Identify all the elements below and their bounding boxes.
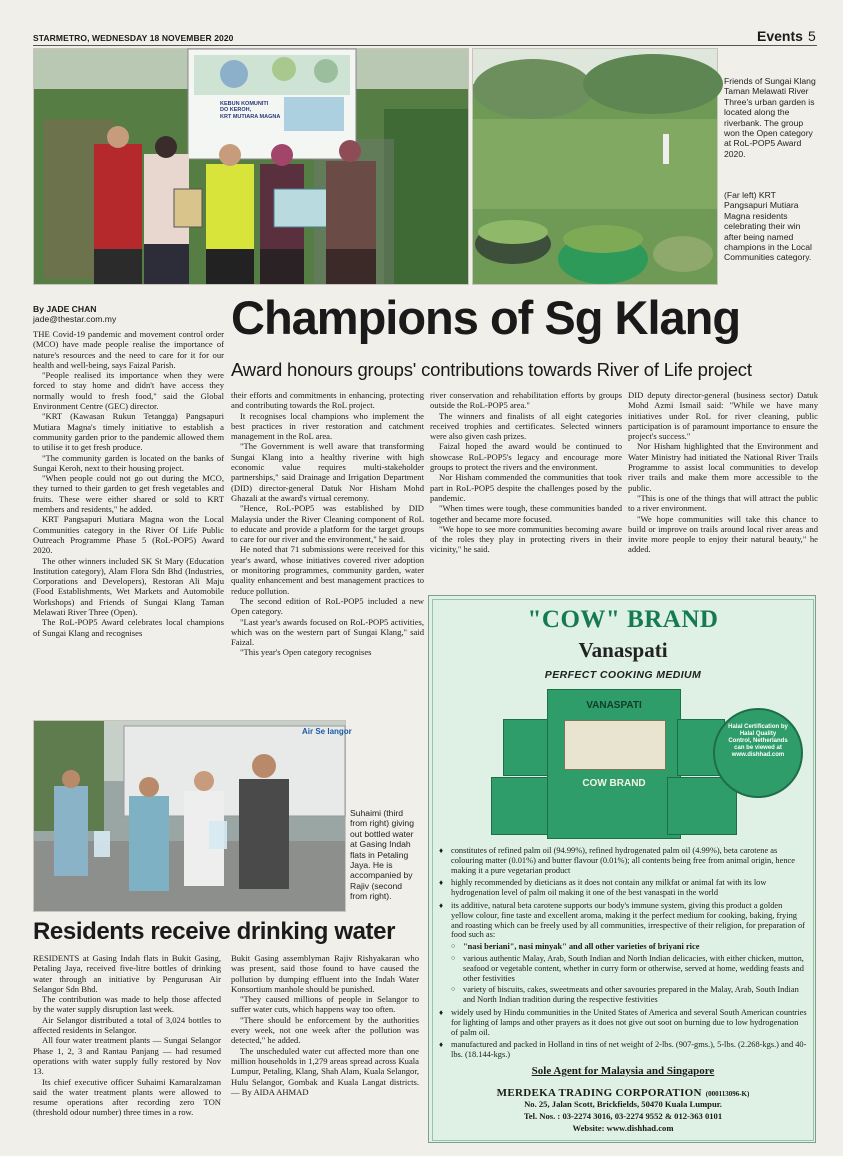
water-paragraph: Air Selangor distributed a total of 3,024 bottles to affected residents in Selangor. [33, 1014, 221, 1036]
story-paragraph: "Hence, RoL-POP5 was established by DID Malaysia under the River Cleaning component of RoL to educate and provide a platform for the target groups to care for our river and the environment," he said. [231, 503, 424, 545]
water-paragraph: All four water treatment plants — Sungai Selangor Phase 1, 2, 3 and Rantau Panjang — had resumed operations with water supply fully restored by Nov 13. [33, 1035, 221, 1077]
water-column-2 [231, 953, 419, 1097]
garden-banner-text: KEBUN KOMUNITI DO KEROH, KRT MUTIARA MAGNA [220, 101, 281, 120]
advert-point-text: its additive, natural beta carotene supports our body's immune system, giving this product a golden yellow colour, fine taste and excellent aroma, making it the perfect medium for cooking, baking, frying and roasting which can be freely used by all communities, irrespective of their religion, for preparation of food such as: [451, 900, 805, 940]
story-paragraph: The winners and finalists of all eight categories received trophies and certificates. Selected winners were also given cash prizes. [430, 410, 622, 442]
water-distribution-photo [33, 720, 352, 912]
story-paragraph: KRT Pangsapuri Mutiara Magna won the Local Communities category in the River Of Life Public Outreach Programme Phase 5 (RoL-POP5) Award 2020. [33, 514, 224, 556]
advert-brand: "COW" BRAND [527, 606, 719, 633]
advert-agent-title: Sole Agent for Malaysia and Singapore [531, 1065, 715, 1077]
water-paragraph: "There should be enforcement by the authorities every week, not one week after the pollution was detected," he added. [231, 1014, 419, 1046]
story-paragraph: "The community garden is located on the banks of Sungai Keroh, next to their housing project. [33, 452, 224, 473]
story-paragraph: "This is one of the things that will attract the public to a river environment. [628, 492, 818, 514]
vanaspati-tins [489, 689, 737, 837]
water-paragraph: The unscheduled water cut affected more than one million households in 1,279 areas spread across Kuala Lumpur, Petaling, Klang, Shah Alam, Kuala Selangor, Hulu Selangor, Gombak and Kuala Langat districts. — By AIDA AHMAD [231, 1045, 419, 1097]
tin-brand: COW BRAND [582, 778, 646, 789]
story-column-3 [430, 390, 622, 555]
large-tin [547, 689, 681, 839]
advert-point: ♦ widely used by Hindu communities in the United States of America and several South American countries for lighting of lamps and other prayers as it does not give out soot on burning due to low hydrogenation of palm oil. [439, 1008, 807, 1037]
halal-badge-text: Halal Certification by Halal Quality Control, Netherlands can be viewed at www.dishhad.com [728, 724, 788, 758]
story-column-1 [33, 329, 224, 638]
advert-point [439, 901, 807, 1005]
water-paragraph: Bukit Gasing assemblyman Rajiv Rishyakaran who was present, said those found to have caused the pollution by dumping effluent into the Indah Water Konsortium manhole should be punished. [231, 953, 419, 994]
story-paragraph: "The Government is well aware that transforming Sungai Klang into a healthy riverine with high economic value requires multi-stakeholder partnerships," said Drainage and Irrigation Department (DID) director-general Datuk Nor Hisham Mohd Ghazali at the award's virtual ceremony. [231, 441, 424, 503]
advert-website: Website: www.dishhad.com [572, 1123, 674, 1133]
community-garden-illustration [34, 49, 468, 284]
story-column-4 [628, 390, 818, 555]
story-paragraph: "We hope to see more communities becoming aware of the roles they play in protecting rivers in their vicinity," he said. [430, 523, 622, 555]
advert-sub-point [451, 954, 807, 983]
section-title: Events [757, 28, 803, 44]
water-photo-caption: Suhaimi (third from right) giving out bottled water at Gasing Indah flats in Petaling Jaya. He is accompanied by Rajiv (second from right). [350, 808, 414, 902]
story-paragraph: "This year's Open category recognises [240, 647, 372, 658]
water-paragraph: Its chief executive officer Suhaimi Kamaralzaman said the water treatment plants were allowed to resume operations after recording zero TON (threshold odour number) three times in a row. [33, 1076, 221, 1118]
headline: Champions of Sg Klang [231, 291, 741, 344]
advert-sub-point-text: variety of biscuits, cakes, sweetmeats and other savouries prepared in the Malay, Arab, South Indian and North Indian tradition during the respective festivities [463, 985, 799, 1005]
advert-points [439, 846, 807, 1063]
tin-cow-picture [564, 720, 666, 770]
water-distribution-illustration [34, 721, 345, 911]
advert-sub-point-text: "nasi beriani", nasi minyak" and all other varieties of briyani rice [463, 942, 700, 952]
advert-point: ♦ manufactured and packed in Holland in tins of net weight of 2-lbs. (907-gms.), 5-lbs. (2.268-kgs.) and 40-lbs. (18.144-kgs.) [439, 1040, 807, 1060]
tin-label: VANASPATI [586, 700, 642, 711]
advert-point: ♦ highly recommended by dieticians as it does not contain any milkfat or animal fat with its low hydrogenation level of palm oil making it one of the best vanaspati in the world [439, 878, 807, 898]
story-paragraph: The other winners included SK St Mary (Education Institution category), Alam Flora Sdn Bhd (Industries, Corporations and Developers), Restoran Ali Maju (Food Establishments, Wet Markets and Automobile Workshops) and Friends of Sungai Klang Taman Melawati River Three (Open). [33, 555, 224, 618]
advert-tagline: PERFECT COOKING MEDIUM [544, 669, 702, 681]
urban-garden-caption: Friends of Sungai Klang Taman Melawati River Three's urban garden is located along the riverbank. The group won the Open category at RoL-POP5 Award 2020. [724, 76, 816, 159]
urban-garden-photo [472, 48, 718, 285]
advert-sub-point [451, 942, 807, 952]
story-paragraph: "When people could not go out during the MCO, they turned to their garden to get fresh vegetables and fruits. These were either shared or sold to KRT members and residents," he added. [33, 473, 224, 515]
halal-badge [713, 708, 803, 798]
subheadline: Award honours groups' contributions towards River of Life project [231, 359, 752, 380]
story-paragraph: Nor Hisham highlighted that the Environment and Water Ministry had initiated the National River Trails Programme to assist local communities to develop river trails and make them more accessible to the public. [628, 441, 818, 493]
advert-sub-point [451, 985, 807, 1005]
vanaspati-advert [428, 595, 816, 1143]
water-column-1 [33, 953, 221, 1118]
story-paragraph: DID deputy director-general (business sector) Datuk Mohd Azmi Ismail said: "While we have many initiatives under RoL for river cleaning, public participation is of paramount importance to ensure the project's success." [628, 390, 818, 442]
advert-telephone: Tel. Nos. : 03-2274 3016, 03-2274 9552 & 012-363 0101 [523, 1111, 723, 1121]
story-paragraph: The second edition of RoL-POP5 included a new Open category. [231, 595, 424, 617]
masthead-rule [33, 45, 817, 46]
masthead-date: STARMETRO, WEDNESDAY 18 NOVEMBER 2020 [33, 33, 234, 43]
story-paragraph: THE Covid-19 pandemic and movement control order (MCO) have made people realise the importance of nature's resources and the need to care for it for our health and well-being, says Faizal Parish. [33, 329, 224, 370]
story-paragraph: their efforts and commitments in enhancing, protecting and contributing towards the RoL project. [231, 390, 424, 411]
story-paragraph: It recognises local champions who implement the best practices in river restoration and catchment management in the RoL area. [231, 410, 424, 442]
byline: By JADE CHAN [33, 304, 97, 314]
story-paragraph: Nor Hisham commended the communities that took part in RoL-POP5 despite the challenges posed by the pandemic. [430, 472, 622, 503]
story-paragraph: Faizal hoped the award would be continued to showcase RoL-POP5's legacy and encourage more groups to protect the rivers and the environment. [430, 441, 622, 473]
page-number: 5 [808, 28, 816, 44]
truck-sign-text: Air Se langor [302, 727, 352, 736]
story-paragraph: "People realised its importance when they were forced to stay home and didn't have access they normally would to fresh food," said the Global Environment Centre (GEC) director. [33, 370, 224, 412]
advert-company: MERDEKA TRADING CORPORATION [496, 1087, 702, 1099]
story-paragraph: "Last year's awards focused on RoL-POP5 activities, which was on the western part of Sungai Klang," said Faizal. [231, 616, 424, 648]
advert-product: Vanaspati [578, 638, 668, 662]
story-paragraph: river conservation and rehabilitation efforts by groups outside the RoL-POP5 area." [430, 390, 622, 411]
urban-garden-illustration [473, 49, 717, 284]
story-paragraph: The RoL-POP5 Award celebrates local champions of Sungai Klang and recognises [33, 617, 224, 638]
advert-address: No. 25, Jalan Scott, Brickfields, 50470 Kuala Lumpur. [524, 1099, 722, 1109]
story-paragraph: He noted that 71 submissions were received for this year's award, whose initiatives covered river adoption or monitoring programmes, community garden, water quality enhancement and best management practices to reduce pollution. [231, 544, 424, 596]
water-paragraph: "They caused millions of people in Selangor to suffer water cuts, which happens way too often. [231, 994, 419, 1015]
community-garden-photo [33, 48, 469, 285]
water-paragraph: The contribution was made to help those affected by the water supply disruption last week. [33, 994, 221, 1015]
byline-email: jade@thestar.com.my [33, 314, 117, 324]
garden-winners-caption: (Far left) KRT Pangsapuri Mutiara Magna residents celebrating their win after being named champions in the Local Communities category. [724, 190, 812, 263]
story-column-2 [231, 390, 424, 658]
story-paragraph: "When times were tough, these communities banded together and became more focused. [430, 503, 622, 524]
advert-company-reg: (000113096-K) [705, 1090, 750, 1098]
advert-sub-point-text: various authentic Malay, Arab, South Indian and North Indian delicacies, with either chicken, mutton, seafood or vegetable content, whether in curry form or otherwise, served at home, wedding feasts and other festivities [463, 953, 804, 983]
story-paragraph: "We hope communities will take this chance to build or improve on trails around local river areas and invite more people to enjoy their natural beauty," he added. [628, 513, 818, 555]
story-paragraph: "KRT (Kawasan Rukun Tetangga) Pangsapuri Mutiara Magna's timely initiative to establish a community garden prior to the pandemic allowed them to utilise it to get fresh produce. [33, 411, 224, 453]
advert-point: ♦ constitutes of refined palm oil (94.99%), refined hydrogenated palm oil (4.99%), beta carotene as colouring matter (0.01%) and butter flavour (0.01%); all contents being free from animal origin, hence making it a pure vegetarian product [439, 846, 807, 875]
water-paragraph: RESIDENTS at Gasing Indah flats in Bukit Gasing, Petaling Jaya, received five-litre bottles of drinking water through an initiative by Pengurusan Air Selangor Sdn Bhd. [33, 953, 221, 994]
small-tin-left-top [503, 719, 551, 776]
water-headline: Residents receive drinking water [33, 918, 396, 945]
